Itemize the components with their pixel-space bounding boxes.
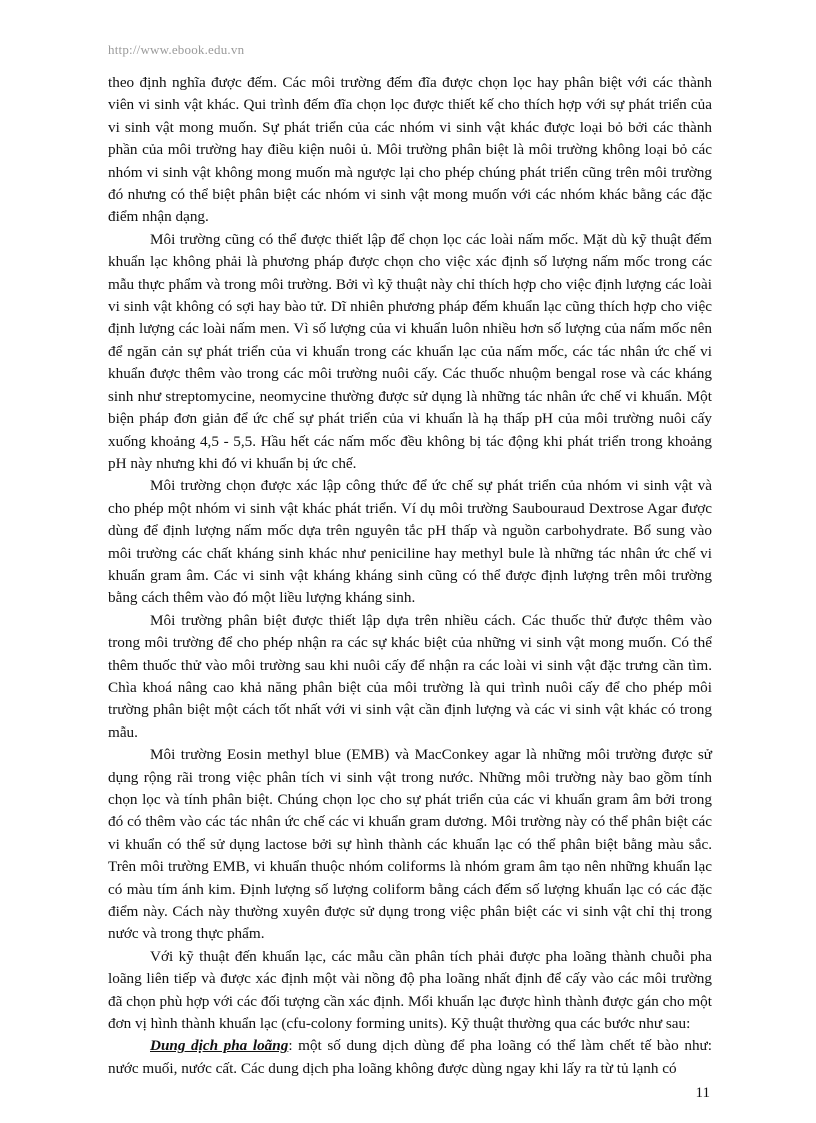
page-number: 11: [695, 1085, 710, 1101]
paragraph-1: theo định nghĩa được đếm. Các môi trường đếm đĩa được chọn lọc hay phân biệt với các thành viên vi sinh vật khác. Qui trình đếm đĩa chọn lọc được thiết kế cho thích hợp với sự phát triển của vi sinh vật mong muốn. Sự phát triển của các nhóm vi sinh vật khác được loại bỏ bởi các thành phần của môi trường hay điều kiện nuôi ủ. Môi trường phân biệt là môi trường không loại bỏ các nhóm vi sinh vật không mong muốn mà ngược lại cho phép chúng phát triển cũng trên môi trường đó nhưng có thể biệt phân biệt các nhóm vi sinh vật mong muốn với các nhóm khác bằng các đặc điểm nhận dạng.: [108, 74, 712, 226]
paragraph-7: [108, 1035, 712, 1080]
paragraph-3: Môi trường chọn được xác lập công thức để ức chế sự phát triển của nhóm vi sinh vật và cho phép một nhóm vi sinh vật khác phát triển. Ví dụ môi trường Saubouraud Dextrose Agar được dùng để định lượng nấm mốc dựa trên nguyên tắc pH thấp và nguồn carbohydrate. Bổ sung vào môi trường các chất kháng sinh khác như peniciline hay methyl bule là những tác nhân ức chế vi khuẩn gram âm. Các vi sinh vật kháng kháng sinh cũng có thể được định lượng trên môi trường bằng cách thêm vào đó một liều lượng kháng sinh.: [108, 477, 712, 607]
document-body: [108, 72, 712, 1080]
term-dilution-solution: Dung dịch pha loãng: [150, 1037, 289, 1055]
paragraph-7-text: : một số dung dịch dùng để pha loãng có thể làm chết tế bào như: nước muối, nước cất. Các dung dịch pha loãng không được dùng ngay khi lấy ra từ tủ lạnh có: [108, 1037, 712, 1077]
paragraph-2: Môi trường cũng có thể được thiết lập để chọn lọc các loài nấm mốc. Mặt dù kỹ thuật đếm khuẩn lạc không phải là phương pháp được chọn cho việc xác định số lượng nấm mốc trong các mẫu thực phẩm và trong môi trường. Bởi vì kỹ thuật này chỉ thích hợp cho việc định lượng các loài vi sinh vật không có sợi hay bào tử. Dĩ nhiên phương pháp đếm khuẩn lạc cũng thích hợp cho việc định lượng các loài nấm men. Vì số lượng của vi khuẩn luôn nhiều hơn số lượng của nấm mốc nên để ngăn cản sự phát triển của vi khuẩn trong các khuẩn lạc của nấm mốc, các tác nhân ức chế vi khuẩn được thêm vào trong các môi trường nuôi cấy. Các thuốc nhuộm bengal rose và các kháng sinh như streptomycine, neomycine thường được sử dụng là những tác nhân ức chế vi khuẩn. Một biện pháp đơn giản để ức chế sự phát triển của vi khuẩn là hạ thấp pH của môi trường nuôi cấy xuống khoảng 4,5 - 5,5. Hầu hết các nấm mốc đều không bị tác động khi phát triển trong khoảng pH này nhưng khi đó vi khuẩn bị ức chế.: [108, 230, 712, 472]
header-url: http://www.ebook.edu.vn: [108, 42, 245, 57]
paragraph-5: Môi trường Eosin methyl blue (EMB) và MacConkey agar là những môi trường được sử dụng rộng rãi trong việc phân tích vi sinh vật trong nước. Những môi trường này bao gồm tính chọn lọc và tính phân biệt. Chúng chọn lọc cho sự phát triển của các vi khuẩn gram âm bởi trong đó có thêm vào các tác nhân ức chế các vi khuẩn gram dương. Môi trường này có thể phân biệt các vi khuẩn có thể sử dụng lactose bởi sự hình thành các khuẩn lạc có thể phân biệt bằng màu sắc. Trên môi trường EMB, vi khuẩn thuộc nhóm coliforms là nhóm gram âm tạo nên những khuẩn lạc có màu tím ánh kim. Định lượng số lượng coliform bằng cách đếm số lượng khuẩn lạc có các đặc điểm này. Cách này thường xuyên được sử dụng trong việc phân biệt các vi sinh vật chỉ thị trong nước và trong thực phẩm.: [108, 746, 712, 943]
paragraph-6: Với kỹ thuật đến khuẩn lạc, các mẫu cần phân tích phải được pha loãng thành chuỗi pha loãng liên tiếp và được xác định một vài nồng độ pha loãng nhất định để cấy vào các môi trường đã chọn phù hợp với các đối tượng cần xác định. Mổi khuẩn lạc được hình thành được gán cho một đơn vị hình thành khuẩn lạc (cfu-colony forming units). Kỹ thuật thường qua các bước như sau:: [108, 947, 712, 1033]
paragraph-4: Môi trường phân biệt được thiết lập dựa trên nhiều cách. Các thuốc thử được thêm vào trong môi trường để cho phép nhận ra các sự khác biệt của những vi sinh vật mong muốn. Có thể thêm thuốc thử vào môi trường sau khi nuôi cấy để nhận ra các loài vi sinh vật đặc trưng cần tìm. Chìa khoá nâng cao khả năng phân biệt của môi trường là qui trình nuôi cấy để cho phép môi trường phân biệt một cách tốt nhất với vi sinh vật cần định lượng và các vi sinh vật khác có trong mẫu.: [108, 611, 712, 741]
